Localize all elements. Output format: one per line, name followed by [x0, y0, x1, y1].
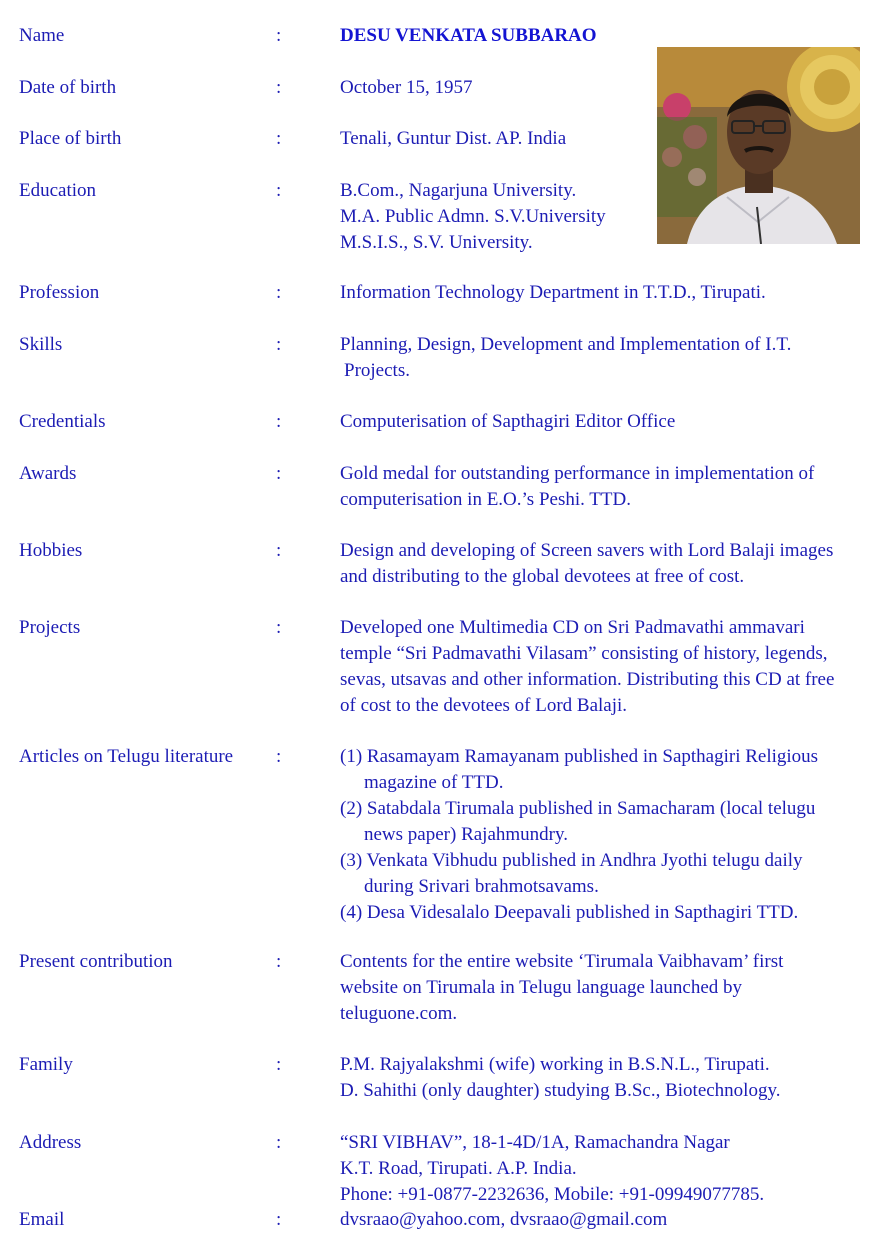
hobbies-line: and distributing to the global devotees at free of cost. — [340, 566, 745, 587]
separator: : — [276, 180, 282, 201]
skills-line: Planning, Design, Development and Implementation of I.T. — [340, 334, 792, 355]
separator: : — [276, 334, 282, 355]
value-date-of-birth: October 15, 1957 — [340, 77, 473, 98]
article-line: (4) Desa Videsalalo Deepavali published in Sapthagiri TTD. — [340, 902, 799, 923]
separator: : — [276, 746, 282, 767]
separator: : — [276, 128, 282, 149]
value-family — [340, 1052, 780, 1104]
label-skills: Skills — [19, 334, 63, 355]
article-line: (3) Venkata Vibhudu published in Andhra Jyothi telugu daily — [340, 850, 803, 871]
contribution-line: Contents for the entire website ‘Tirumala Vaibhavam’ first — [340, 951, 784, 972]
separator: : — [276, 951, 282, 972]
address-line: Phone: +91-0877-2232636, Mobile: +91-09949077785. — [340, 1184, 765, 1205]
label-present-contribution: Present contribution — [19, 951, 173, 972]
awards-line: Gold medal for outstanding performance in implementation of — [340, 463, 815, 484]
projects-line: sevas, utsavas and other information. Distributing this CD at free — [340, 669, 835, 690]
label-place-of-birth: Place of birth — [19, 128, 122, 149]
separator: : — [276, 1054, 282, 1075]
value-education — [340, 178, 606, 256]
label-address: Address — [19, 1132, 82, 1153]
label-credentials: Credentials — [19, 411, 106, 432]
separator: : — [276, 282, 282, 303]
value-email: dvsraao@yahoo.com, dvsraao@gmail.com — [340, 1209, 668, 1230]
article-line: magazine of TTD. — [364, 772, 504, 793]
label-name: Name — [19, 25, 65, 46]
article-line: news paper) Rajahmundry. — [364, 824, 569, 845]
education-line: M.A. Public Admn. S.V.University — [340, 206, 606, 227]
education-line: B.Com., Nagarjuna University. — [340, 180, 577, 201]
label-date-of-birth: Date of birth — [19, 77, 117, 98]
family-line: P.M. Rajyalakshmi (wife) working in B.S.N.L., Tirupati. — [340, 1054, 770, 1075]
label-education: Education — [19, 180, 97, 201]
article-line: during Srivari brahmotsavams. — [364, 876, 599, 897]
skills-line: Projects. — [344, 360, 410, 381]
separator: : — [276, 1209, 282, 1230]
value-place-of-birth: Tenali, Guntur Dist. AP. India — [340, 128, 567, 149]
value-address — [340, 1130, 764, 1208]
value-credentials: Computerisation of Sapthagiri Editor Office — [340, 411, 676, 432]
portrait-photo — [657, 47, 860, 244]
article-line: (2) Satabdala Tirumala published in Samacharam (local telugu — [340, 798, 816, 819]
article-line: (1) Rasamayam Ramayanam published in Sapthagiri Religious — [340, 746, 819, 767]
value-present-contribution — [340, 949, 783, 1027]
label-hobbies: Hobbies — [19, 540, 83, 561]
separator: : — [276, 1132, 282, 1153]
value-articles — [340, 744, 818, 926]
contribution-line: website on Tirumala in Telugu language launched by — [340, 977, 742, 998]
label-email: Email — [19, 1209, 65, 1230]
separator: : — [276, 463, 282, 484]
separator: : — [276, 77, 282, 98]
value-hobbies — [340, 538, 833, 590]
label-projects: Projects — [19, 617, 81, 638]
label-awards: Awards — [19, 463, 77, 484]
value-profession: Information Technology Department in T.T.D., Tirupati. — [340, 282, 766, 303]
contribution-line: teluguone.com. — [340, 1003, 458, 1024]
awards-line: computerisation in E.O.’s Peshi. TTD. — [340, 489, 631, 510]
label-profession: Profession — [19, 282, 100, 303]
family-line: D. Sahithi (only daughter) studying B.Sc., Biotechnology. — [340, 1080, 781, 1101]
separator: : — [276, 617, 282, 638]
address-line: K.T. Road, Tirupati. A.P. India. — [340, 1158, 577, 1179]
label-family: Family — [19, 1054, 73, 1075]
separator: : — [276, 411, 282, 432]
value-awards — [340, 461, 814, 513]
projects-line: of cost to the devotees of Lord Balaji. — [340, 695, 628, 716]
separator: : — [276, 540, 282, 561]
value-skills — [340, 332, 791, 384]
value-name: DESU VENKATA SUBBARAO — [340, 25, 597, 46]
address-line: “SRI VIBHAV”, 18-1-4D/1A, Ramachandra Nagar — [340, 1132, 730, 1153]
label-articles: Articles on Telugu literature — [19, 746, 234, 767]
education-line: M.S.I.S., S.V. University. — [340, 232, 533, 253]
separator: : — [276, 25, 282, 46]
projects-line: temple “Sri Padmavathi Vilasam” consisting of history, legends, — [340, 643, 828, 664]
projects-line: Developed one Multimedia CD on Sri Padmavathi ammavari — [340, 617, 805, 638]
value-projects — [340, 615, 834, 719]
hobbies-line: Design and developing of Screen savers with Lord Balaji images — [340, 540, 834, 561]
